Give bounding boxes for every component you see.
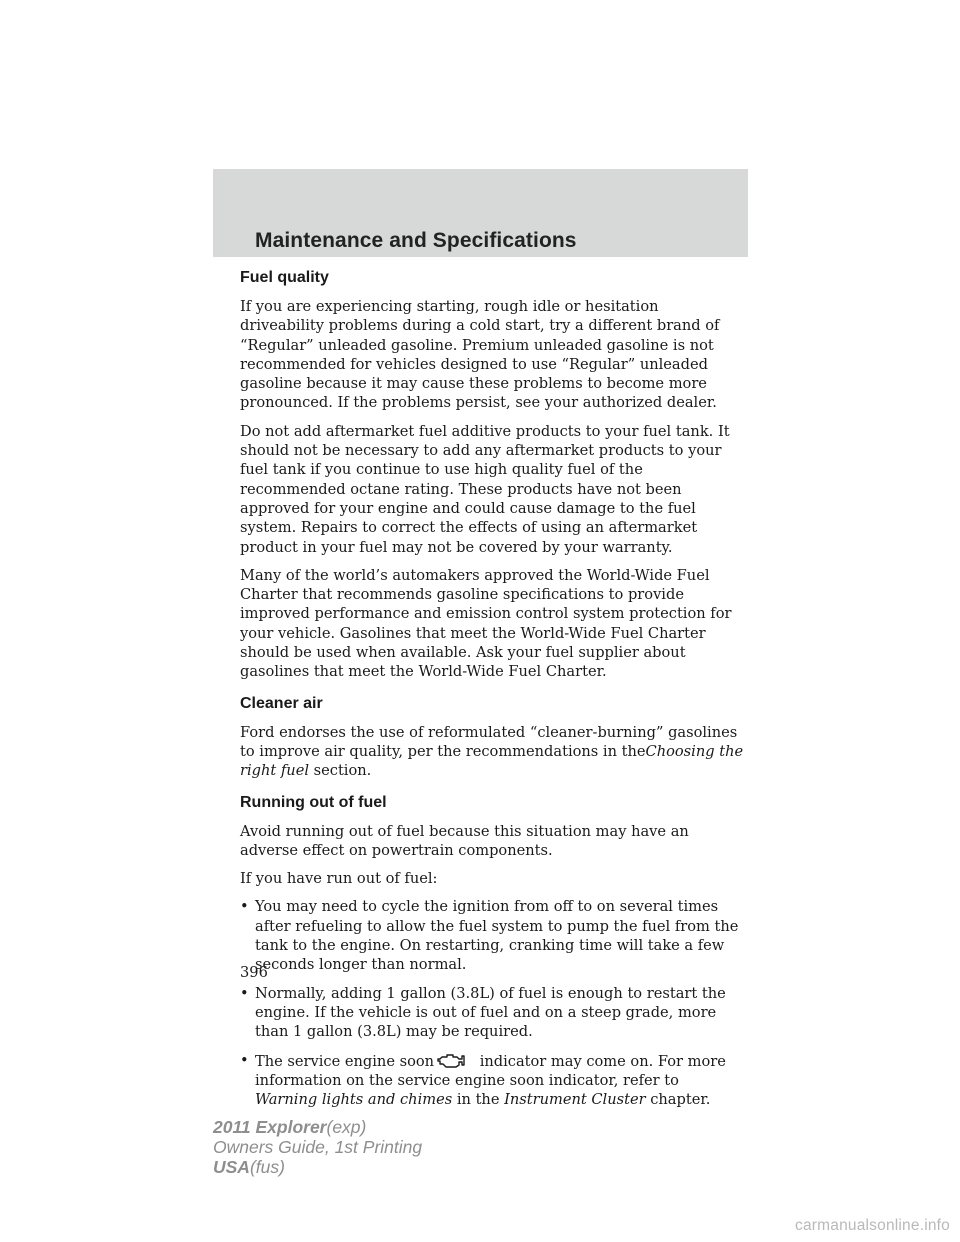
paragraph — [240, 723, 745, 781]
check-engine-icon — [435, 1051, 469, 1069]
paragraph: Avoid running out of fuel because this situation may have an adverse effect on powertrain components. — [240, 822, 689, 859]
heading-cleaner-air: Cleaner air — [240, 694, 323, 712]
watermark: carmanualsonline.info — [795, 1217, 950, 1234]
bullet: • — [240, 898, 249, 916]
list-item-text: You may need to cycle the ignition from off to on several times after refueling to allow the fuel system to pump the fuel from the tank to the engine. On restarting, cranking time will take a few seconds longer than normal. — [255, 898, 739, 974]
cross-reference: Warning lights and chimes — [255, 1091, 453, 1109]
model-code: (exp) — [326, 1117, 367, 1137]
heading-running-out-of-fuel: Running out of fuel — [240, 793, 387, 811]
section-header-band — [213, 169, 748, 257]
paragraph: Do not add aftermarket fuel additive products to your fuel tank. It should not be necessary to add any aftermarket products to your fuel tank if you continue to use high quality fuel of the recommended octane rating. These products have not been approved for your engine and could cause damage to the fuel system. Repairs to correct the effects of using an aftermarket product in your fuel may not be covered by your warranty. — [240, 422, 730, 556]
text: The service engine soon — [255, 1052, 435, 1070]
heading-fuel-quality: Fuel quality — [240, 269, 329, 286]
text: section. — [313, 762, 372, 780]
page-content — [240, 268, 745, 1118]
list-item — [240, 984, 745, 1042]
market-code: (fus) — [249, 1157, 285, 1177]
text: indicator may come on. For more information on the service engine soon indicator, refer to — [255, 1052, 726, 1089]
footer-line: Owners Guide, 1st Printing — [213, 1137, 423, 1157]
bullet: • — [240, 984, 249, 1002]
text: in the — [456, 1091, 500, 1109]
section-title: Maintenance and Specifications — [255, 229, 577, 252]
market-name: USA — [213, 1157, 250, 1177]
list-item — [240, 897, 745, 974]
bullet: • — [240, 1051, 249, 1069]
text: Ford endorses the use of reformulated “cleaner-burning” gasolines to improve air quality, per the recommendations in the — [240, 723, 738, 760]
text: chapter. — [650, 1091, 711, 1109]
paragraph: If you are experiencing starting, rough idle or hesitation driveability problems during a cold start, try a different brand of “Regular” unleaded gasoline. Premium unleaded gasoline is not recommended for vehicles designed to use “Regular” unleaded gasoline because it may cause these problems to become more pronounced. If the problems persist, see your authorized dealer. — [240, 298, 720, 412]
model-name: 2011 Explorer — [213, 1117, 327, 1137]
list-item — [240, 1051, 745, 1110]
footer-line — [213, 1117, 422, 1137]
footer-line — [213, 1157, 422, 1177]
cross-reference: Instrument Cluster — [504, 1091, 646, 1109]
paragraph: Many of the world’s automakers approved the World-Wide Fuel Charter that recommends gasoline specifications to provide improved performance and emission control system protection for your vehicle. Gasolines that meet the World-Wide Fuel Charter should be used when available. Ask your fuel supplier about gasolines that meet the World-Wide Fuel Charter. — [240, 566, 732, 681]
page-number: 396 — [240, 964, 268, 981]
bullet-list — [240, 897, 745, 1109]
cross-reference: Choosing the right fuel — [240, 742, 744, 780]
list-item-text: Normally, adding 1 gallon (3.8L) of fuel is enough to restart the engine. If the vehicle is out of fuel and on a steep grade, more than 1 gallon (3.8L) may be required. — [255, 984, 726, 1041]
paragraph: If you have run out of fuel: — [240, 870, 438, 888]
print-footer — [213, 1117, 422, 1177]
